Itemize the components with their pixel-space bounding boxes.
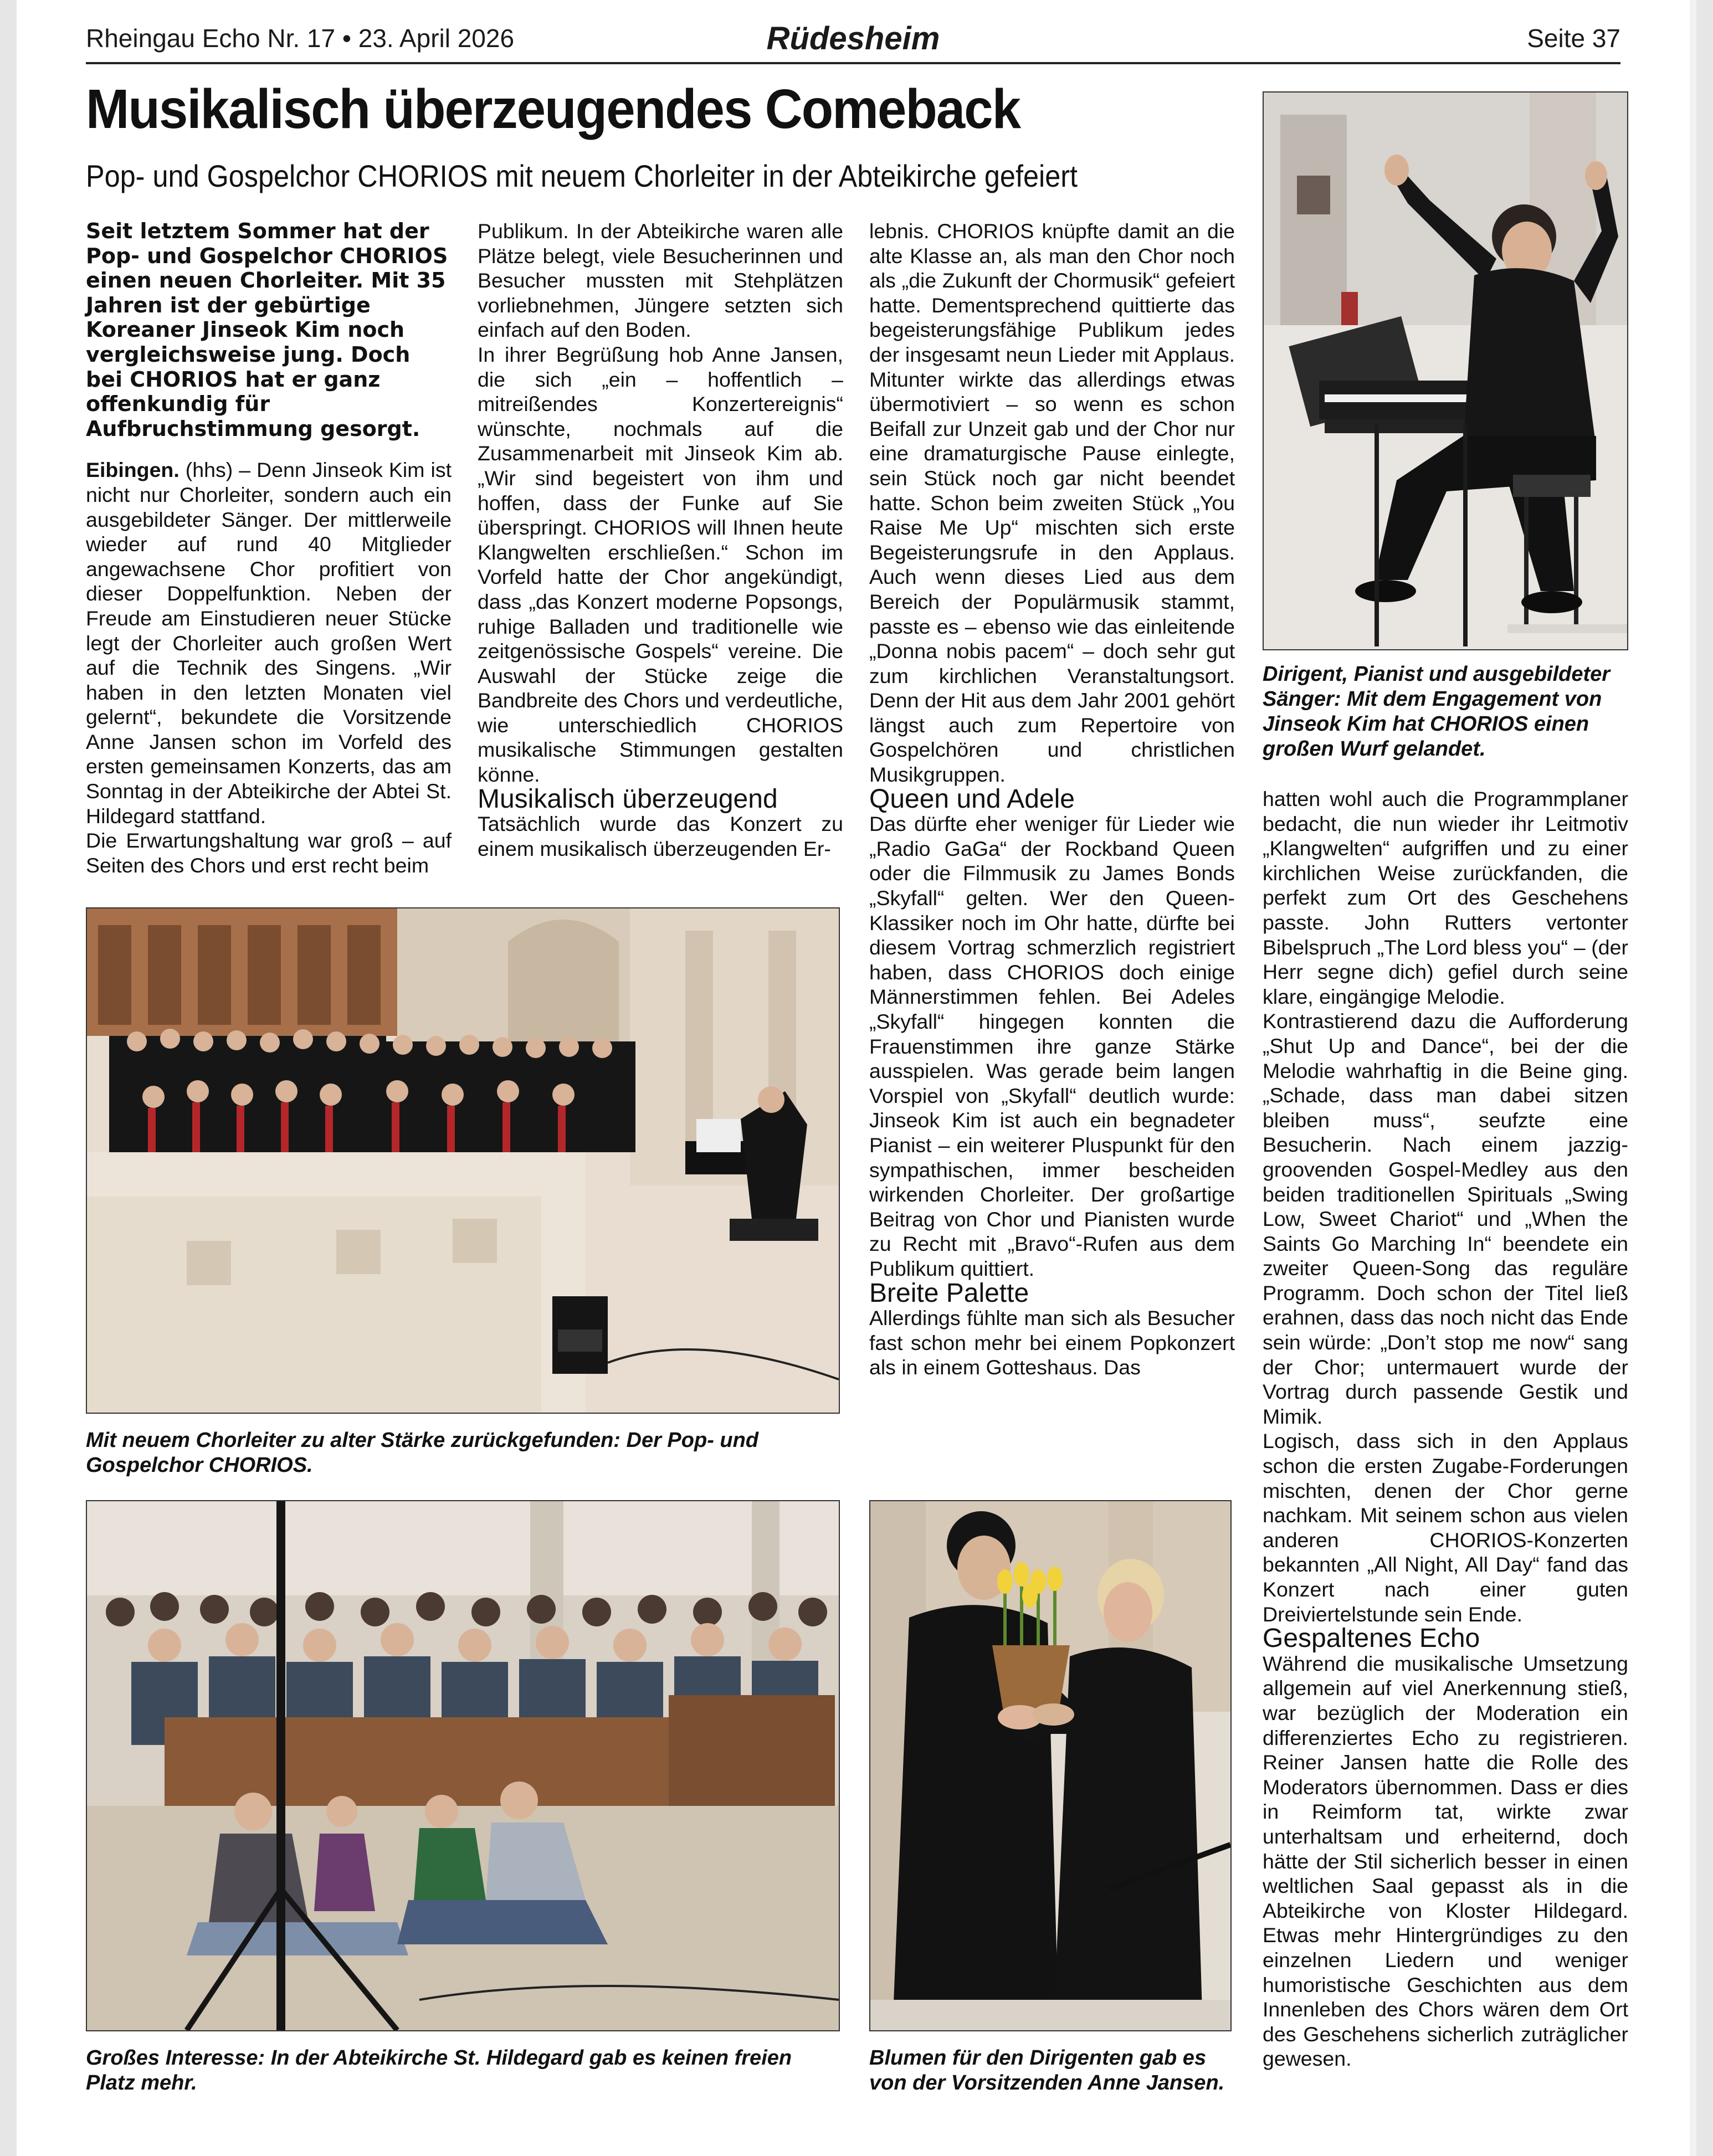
- section-heading-4: Gespaltenes Echo: [1263, 1624, 1480, 1654]
- column-3: [869, 219, 1235, 1380]
- section-heading-3: Breite Palette: [869, 1278, 1029, 1308]
- newspaper-page: [17, 0, 1690, 2156]
- page-edge-right: [1696, 0, 1713, 2156]
- dateline: Eibingen.: [86, 458, 179, 482]
- page-edge-left: [0, 0, 17, 2156]
- body-paragraph-4: In ihrer Begrüßung hob Anne Jansen, die sich „ein – hoffentlich – mitreißendes Konzertereignis“ wünschte, nochmals auf die Zusammenarbeit mit Jinseok Kim ab. „Wir sind begeistert von ihm und hoffen, dass der Funke auf Sie überspringt. CHORIOS will Ihnen heute Klangwelten erschließen.“ Schon im Vorfeld hatte der Chor angekündigt, dass „das Konzert moderne Popsongs, ruhige Balladen und traditionelle wie zeitgenössische Gospels“ vereine. Die Auswahl der Stücke zeige die Bandbreite des Chors und verdeutliche, wie unterschiedlich CHORIOS musikalische Stimmungen gestalten könne.: [478, 342, 843, 787]
- headline: Musikalisch überzeugendes Comeback: [86, 78, 1020, 140]
- choir-photo: [86, 907, 840, 1414]
- body-paragraph-9: hatten wohl auch die Programmplaner bedacht, die nun wieder ihr Leitmotiv „Klangwelten“ aufgriffen und zu einer kirchlichen Weise zurückfanden, die perfekt zum Ort des Geschehens passte. John Rutters vertonter Bibelspruch „The Lord bless you“ – (der Herr segne dich) gefiel durch seine klare, eingängige Melodie.: [1263, 787, 1628, 1008]
- section-heading-2: Queen und Adele: [869, 784, 1075, 814]
- flowers-photo: [869, 1500, 1232, 2031]
- body-paragraph-7: Das dürfte eher weniger für Lieder wie „Radio GaGa“ der Rockband Queen oder die Filmmusik zu James Bonds „Skyfall“ gelten. Wer den Queen-Klassiker noch im Ohr hatte, dürfte bei diesem Vortrag schmerzlich registriert haben, dass CHORIOS doch einige Männerstimmen fehlen. Bei Adeles „Skyfall“ hingegen konnten die Frauenstimmen ihre ganze Stärke ausspielen. Was gerade beim langen Vorspiel von „Skyfall“ deutlich wurde: Jinseok Kim ist auch ein begnadeter Pianist – ein weiterer Pluspunkt für den sympathischen, immer bescheiden wirkenden Chorleiter. Der großartige Beitrag von Chor und Pianisten wurde zu Recht mit „Bravo“-Rufen aus dem Publikum quittiert.: [869, 812, 1235, 1280]
- section-heading-1: Musikalisch überzeugend: [478, 784, 778, 814]
- publication-info: Rheingau Echo Nr. 17 • 23. April 2026: [86, 24, 515, 53]
- section-title: Rüdesheim: [766, 20, 940, 57]
- audience-photo: [86, 1500, 840, 2031]
- conductor-caption: Dirigent, Pianist und ausgebildeter Sänger: Mit dem Engagement von Jinseok Kim hat CHORIOS einen großen Wurf gelandet.: [1263, 663, 1611, 761]
- body-paragraph-3: Publikum. In der Abteikirche waren alle Plätze belegt, viele Besucherinnen und Besucher mussten mit Stehplätzen vorliebnehmen, Jüngere setzten sich einfach auf den Boden.: [478, 219, 843, 342]
- body-paragraph-2: Die Erwartungshaltung war groß – auf Seiten des Chors und erst recht beim: [86, 829, 452, 877]
- body-paragraph-11: Logisch, dass sich in den Applaus schon die ersten Zugabe-Forderungen mischten, denen der Chor gerne nachkam. Mit seinem schon aus vielen anderen CHORIOS-Konzerten bekannten „All Night, All Day“ fand das Konzert nach einer guten Dreiviertelstunde sein Ende.: [1263, 1429, 1628, 1626]
- body-paragraph-8: Allerdings fühlte man sich als Besucher fast schon mehr bei einem Popkonzert als in einem Gotteshaus. Das: [869, 1306, 1235, 1379]
- body-paragraph-6: lebnis. CHORIOS knüpfte damit an die alte Klasse an, als man den Chor noch als „die Zukunft der Chormusik“ gefeiert hatte. Dementsprechend quittierte das begeisterungsfähige Publikum jedes der insgesamt neun Lieder mit Applaus. Mitunter wirkte das allerdings etwas übermotiviert – so wenn es schon Beifall zur Unzeit gab und der Chor nur eine dramaturgische Pause einlegte, sein Stück noch gar nicht beendet hatte. Schon beim zweiten Stück „You Raise Me Up“ mischten sich erste Begeisterungsrufe in den Applaus. Auch wenn dieses Lied aus dem Bereich der Populärmusik stammt, passte es – ebenso wie das einleitende „Donna nobis pacem“ – doch sehr gut zum kirchlichen Veranstaltungsort. Denn der Hit aus dem Jahr 2001 gehört längst auch zum Repertoire von Gospelchören und christlichen Musikgruppen.: [869, 219, 1235, 787]
- body-text: (hhs) – Denn Jinseok Kim ist nicht nur Chorleiter, sondern auch ein ausgebildeter Sänger. Der mittlerweile wieder auf rund 40 Mitglieder angewachsene Chor profitiert von dieser Doppelfunktion. Neben der Freude am Einstudieren neuer Stücke legt der Chorleiter auch großen Wert auf die Technik des Singens. „Wir haben in den letzten Monaten viel gelernt“, bekundete die Vorsitzende Anne Jansen schon im Vorfeld des ersten gemeinsamen Konzerts, das am Sonntag in der Abteikirche der Abtei St. Hildegard stattfand.: [86, 458, 452, 828]
- header-rule: [86, 62, 1620, 64]
- column-2: [478, 219, 843, 861]
- body-paragraph-10: Kontrastierend dazu die Aufforderung „Shut Up and Dance“, bei der die Melodie wahrhaftig in die Beine ging. „Schade, dass man dabei sitzen bleiben muss“, seufzte eine Besucherin. Nach einem jazzig-groovenden Gospel-Medley aus den beiden traditionellen Spirituals „Swing Low, Sweet Chariot“ und „When the Saints Go Marching In“ beendete ein zweiter Queen-Song das reguläre Programm. Doch schon der Titel ließ erahnen, dass das noch nicht das Ende sein würde: „Don’t stop me now“ sang der Chor; untermauert wurde der Vortrag durch passende Gestik und Mimik.: [1263, 1009, 1628, 1428]
- audience-caption: Großes Interesse: In der Abteikirche St. Hildegard gab es keinen freien Platz mehr.: [86, 2046, 792, 2095]
- flowers-caption: Blumen für den Dirigenten gab es von der Vorsitzenden Anne Jansen.: [869, 2046, 1225, 2095]
- page-number: Seite 37: [1527, 24, 1620, 53]
- column-1: [86, 219, 452, 877]
- column-4: [1263, 787, 1628, 2071]
- choir-caption: Mit neuem Chorleiter zu alter Stärke zurückgefunden: Der Pop- und Gospelchor CHORIOS.: [86, 1429, 759, 1477]
- body-paragraph-5: Tatsächlich wurde das Konzert zu einem musikalisch überzeugenden Er-: [478, 812, 843, 860]
- lead-paragraph: Seit letztem Sommer hat der Pop- und Gospelchor CHORIOS einen neuen Chorleiter. Mit 35 Jahren ist der gebürtige Koreaner Jinseok Kim noch vergleichsweise jung. Doch bei CHORIOS hat er ganz offenkundig für Aufbruchstimmung gesorgt.: [86, 219, 448, 441]
- subheadline: Pop- und Gospelchor CHORIOS mit neuem Chorleiter in der Abteikirche gefeiert: [86, 158, 1078, 193]
- body-paragraph-1: [86, 458, 452, 828]
- conductor-photo: [1263, 91, 1628, 650]
- body-paragraph-12: Während die musikalische Umsetzung allgemein auf viel Anerkennung stieß, war bezüglich der Moderation ein differenziertes Echo zu registrieren. Reiner Jansen hatte die Rolle des Moderators übernommen. Dass er dies in Reimform tat, wirkte zwar unterhaltsam und erheiternd, doch hätte der Stil sicherlich besser in einen weltlichen Saal gepasst als in die Abteikirche von Kloster Hildegard. Etwas mehr Hintergründiges zu den einzelnen Liedern und weniger humoristische Geschichten aus dem Innenleben des Chors wären dem Ort des Geschehens sicherlich zuträglicher gewesen.: [1263, 1651, 1628, 2071]
